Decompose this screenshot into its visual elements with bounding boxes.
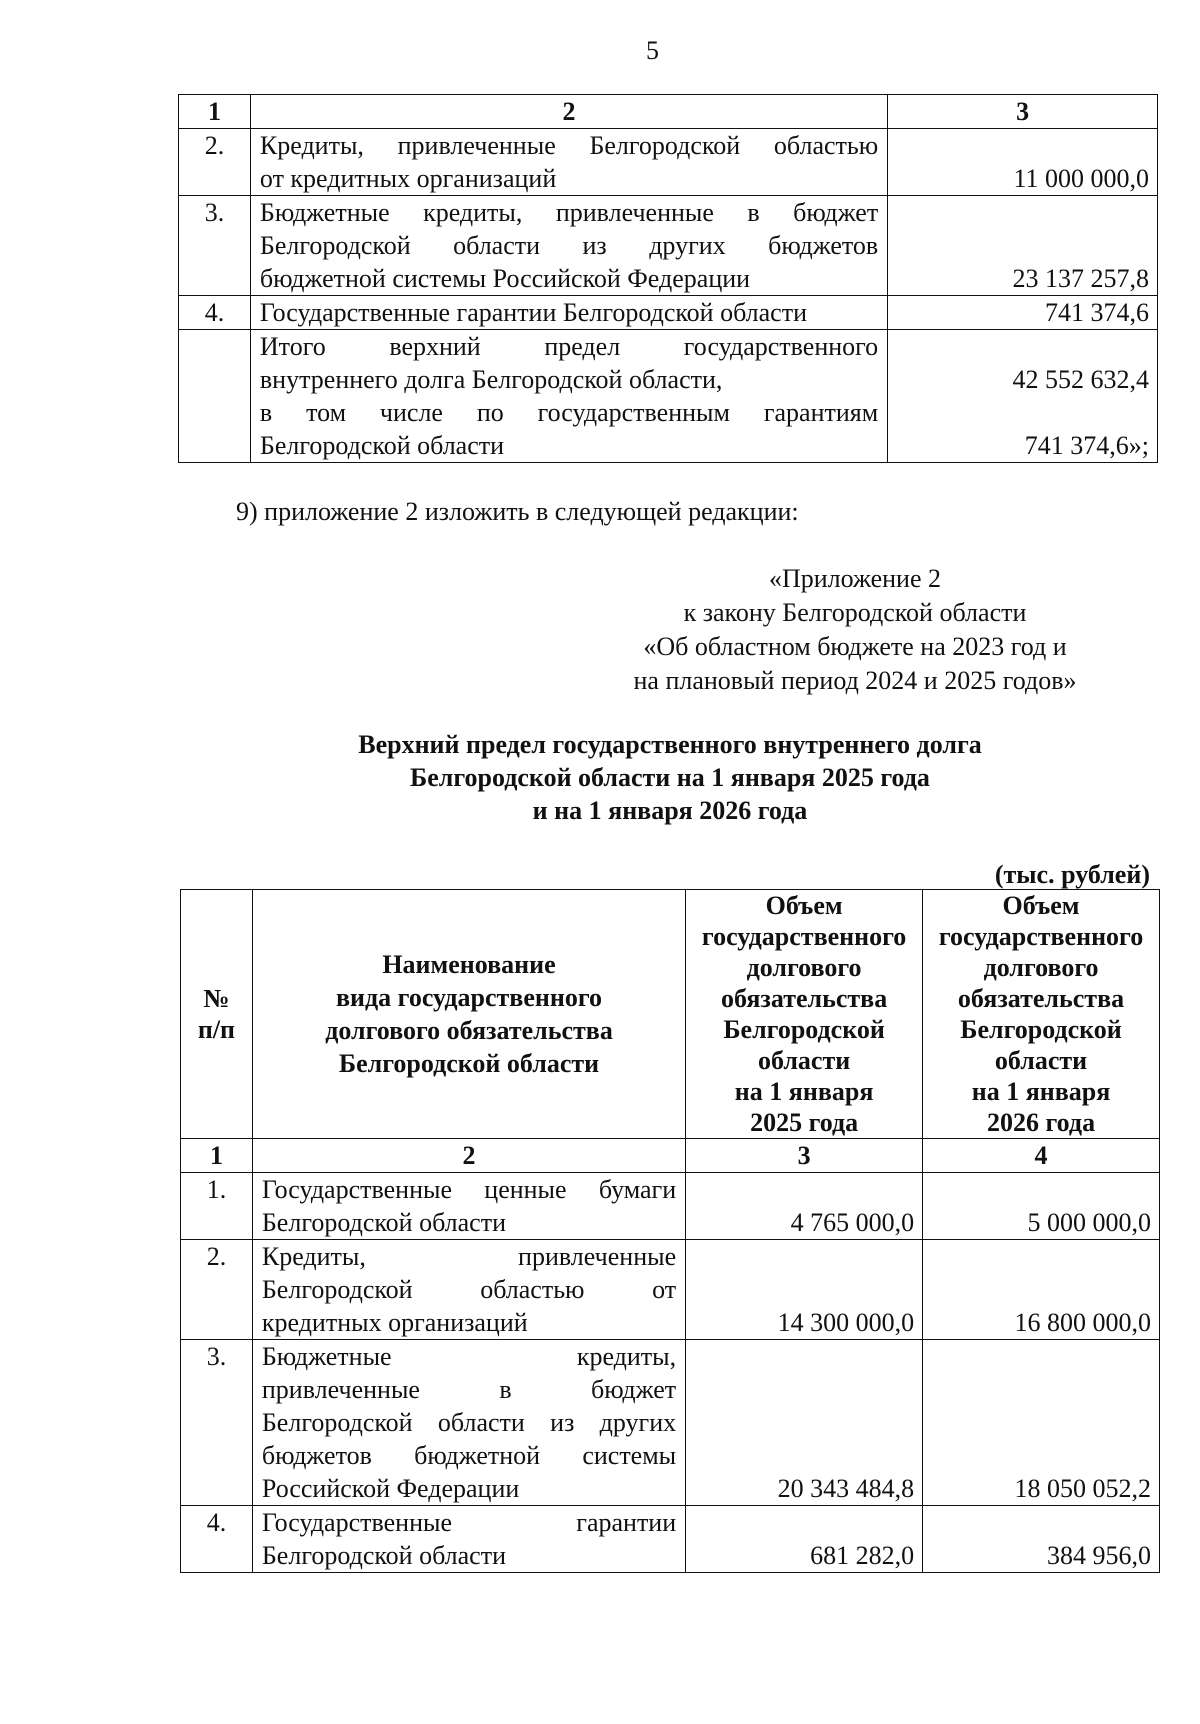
row-name-line: Белгородской области из других бюджетов [259,231,879,260]
page-number: 5 [646,36,659,65]
appendix-line: «Приложение 2 [768,564,942,593]
guarantees-value: 741 374,6»; [1024,431,1149,460]
header-2025: Объем государственного долгового обязательства Белгородской области на 1 января 2025 года [686,890,923,1139]
row-name-line: бюджетной системы Российской Федерации [259,264,751,293]
row-name-line: привлеченные в бюджет [261,1375,677,1404]
row-number: 3. [179,196,251,296]
table-row [179,296,1158,330]
row-name [250,196,887,296]
row-name-line: Белгородской области из других [261,1408,677,1437]
row-name-line: Государственные ценные бумаги [261,1175,677,1204]
row-name-line: Бюджетные кредиты, [261,1342,677,1371]
row-value: 23 137 257,8 [888,196,1158,296]
value-2025: 681 282,0 [686,1506,923,1573]
row-name [250,330,887,463]
header-cell: 3 [888,95,1158,129]
row-name-line: Кредиты, привлеченные [261,1242,677,1271]
index-cell: 4 [923,1139,1160,1173]
value-2025: 14 300 000,0 [686,1240,923,1340]
row-value: 11 000 000,0 [888,129,1158,196]
row-number [179,330,251,463]
row-name-line: Белгородской области [261,1541,506,1570]
title-line: Верхний предел государственного внутреннего долга [358,730,982,759]
title-line: Белгородской области на 1 января 2025 года [410,763,930,792]
appendix-line: к закону Белгородской области [683,598,1027,627]
header-cell: 1 [179,95,251,129]
row-name [250,129,887,196]
table-row [181,1506,1160,1573]
row-name-line: Бюджетные кредиты, привлеченные в бюджет [259,198,879,227]
row-name-line: Государственные гарантии [261,1508,677,1537]
instruction-text: 9) приложение 2 изложить в следующей редакции: [236,497,799,526]
row-name-line: Белгородской областью от [261,1275,677,1304]
row-number: 3. [181,1340,253,1506]
row-name [252,1506,685,1573]
row-name-line: Российской Федерации [261,1474,520,1503]
row-name-line: от кредитных организаций [259,164,557,193]
row-name-line: Кредиты, привлеченные Белгородской областью [259,131,879,160]
index-cell: 1 [181,1139,253,1173]
appendix-line: на плановый период 2024 и 2025 годов» [633,666,1077,695]
row-name-line: внутреннего долга Белгородской области, [259,365,723,394]
table-header-row [179,95,1158,129]
row-name-line: в том числе по государственным гарантиям [259,398,879,427]
header-name: Наименование вида государственного долгового обязательства Белгородской области [252,890,685,1139]
table-row [181,1240,1160,1340]
table-row [179,196,1158,296]
row-name [250,296,887,330]
row-number: 2. [181,1240,253,1340]
row-number: 4. [181,1506,253,1573]
table-row-total [179,330,1158,463]
table-row [181,1340,1160,1506]
document-title [180,728,1160,827]
row-name-line: Государственные гарантии Белгородской области [259,298,807,327]
index-cell: 3 [686,1139,923,1173]
row-values [888,330,1158,463]
value-2026: 16 800 000,0 [923,1240,1160,1340]
value-2025: 20 343 484,8 [686,1340,923,1506]
table-header-row [181,890,1160,1139]
appendix-line: «Об областном бюджете на 2023 год и [643,632,1067,661]
value-2026: 384 956,0 [923,1506,1160,1573]
table-row [181,1173,1160,1240]
row-name-line: Итого верхний предел государственного [259,332,879,361]
row-name-line: кредитных организаций [261,1308,528,1337]
total-debt-value: 42 552 632,4 [1012,365,1149,394]
row-name [252,1240,685,1340]
row-name [252,1173,685,1240]
value-2026: 5 000 000,0 [923,1173,1160,1240]
debt-limit-table [180,889,1160,1573]
index-cell: 2 [252,1139,685,1173]
title-line: и на 1 января 2026 года [532,796,808,825]
row-name [252,1340,685,1506]
header-2026: Объем государственного долгового обязательства Белгородской области на 1 января 2026 года [923,890,1160,1139]
appendix-heading [600,562,1110,698]
row-number: 2. [179,129,251,196]
row-name-line: Белгородской области [259,431,505,460]
value-2025: 4 765 000,0 [686,1173,923,1240]
value-2026: 18 050 052,2 [923,1340,1160,1506]
table-row [179,129,1158,196]
row-number: 4. [179,296,251,330]
row-number: 1. [181,1173,253,1240]
row-value: 741 374,6 [888,296,1158,330]
row-name-line: Белгородской области [261,1208,506,1237]
column-index-row [181,1139,1160,1173]
header-num: № п/п [181,890,253,1139]
units-label: (тыс. рублей) [994,860,1150,889]
continuation-table [178,94,1158,463]
header-cell: 2 [250,95,887,129]
row-name-line: бюджетов бюджетной системы [261,1441,677,1470]
